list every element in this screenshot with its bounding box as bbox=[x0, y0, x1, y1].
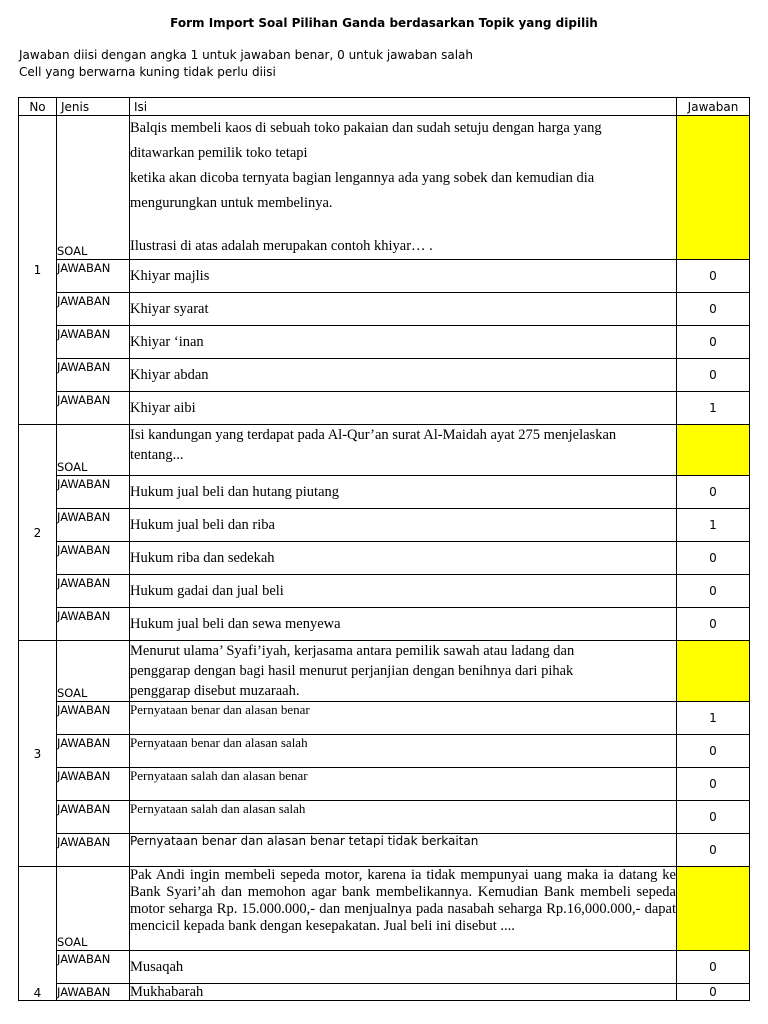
answer-text[interactable]: Khiyar aibi bbox=[130, 392, 677, 425]
jenis-cell[interactable]: JAWABAN bbox=[57, 702, 130, 735]
table-row bbox=[19, 542, 750, 575]
table-row bbox=[19, 116, 750, 260]
table-row bbox=[19, 735, 750, 768]
soal-line: Balqis membeli kaos di sebuah toko pakaian dan sudah setuju dengan harga yang bbox=[130, 120, 602, 136]
answer-text[interactable]: Khiyar majlis bbox=[130, 260, 677, 293]
jenis-cell[interactable]: JAWABAN bbox=[57, 834, 130, 867]
table-row bbox=[19, 293, 750, 326]
soal-cell[interactable] bbox=[130, 116, 677, 260]
jenis-cell[interactable]: SOAL bbox=[57, 116, 130, 260]
soal-cell[interactable]: Pak Andi ingin membeli sepeda motor, karena ia tidak mempunyai uang maka ia datang ke Bank Syari’ah dan memohon agar bank membelikannya. Kemudian Bank membeli sepeda motor seharga Rp. 15.000.000,- dan menjualnya pada nasabah seharga Rp.16,000.000,- dapat mencicil kepada bank dengan kesepakatan. Jual beli ini disebut .... bbox=[130, 867, 677, 951]
table-row bbox=[19, 951, 750, 984]
jenis-cell[interactable]: JAWABAN bbox=[57, 326, 130, 359]
jenis-cell[interactable]: JAWABAN bbox=[57, 476, 130, 509]
answer-value[interactable]: 1 bbox=[677, 509, 750, 542]
table-row bbox=[19, 702, 750, 735]
table-row bbox=[19, 984, 750, 1001]
jenis-cell[interactable]: JAWABAN bbox=[57, 392, 130, 425]
question-table bbox=[18, 97, 750, 1001]
answer-value[interactable]: 0 bbox=[677, 768, 750, 801]
instruction-line: Jawaban diisi dengan angka 1 untuk jawaban benar, 0 untuk jawaban salah bbox=[19, 48, 473, 62]
table-row bbox=[19, 476, 750, 509]
jenis-cell[interactable]: SOAL bbox=[57, 867, 130, 951]
soal-line: penggarap dengan bagi hasil menurut perjanjian dengan benihnya dari pihak bbox=[130, 663, 574, 679]
table-row bbox=[19, 326, 750, 359]
soal-line: Menurut ulama’ Syafi’iyah, kerjasama antara pemilik sawah atau ladang dan bbox=[130, 643, 575, 659]
answer-text[interactable]: Pernyataan benar dan alasan benar bbox=[130, 702, 677, 735]
jenis-cell[interactable]: JAWABAN bbox=[57, 359, 130, 392]
jenis-cell[interactable]: JAWABAN bbox=[57, 801, 130, 834]
question-number: 4 bbox=[19, 867, 57, 1001]
jawaban-cell-disabled bbox=[677, 641, 750, 702]
jenis-cell[interactable]: JAWABAN bbox=[57, 575, 130, 608]
answer-value[interactable]: 0 bbox=[677, 293, 750, 326]
answer-text[interactable]: Hukum jual beli dan hutang piutang bbox=[130, 476, 677, 509]
answer-value[interactable]: 0 bbox=[677, 984, 750, 1001]
header-isi: Isi bbox=[130, 98, 677, 116]
soal-cell[interactable] bbox=[130, 425, 677, 476]
answer-text[interactable]: Hukum jual beli dan riba bbox=[130, 509, 677, 542]
jenis-cell[interactable]: SOAL bbox=[57, 425, 130, 476]
answer-value[interactable]: 0 bbox=[677, 476, 750, 509]
document-title: Form Import Soal Pilihan Ganda berdasarkan Topik yang dipilih bbox=[170, 16, 598, 30]
soal-line: ditawarkan pemilik toko tetapi bbox=[130, 145, 308, 161]
answer-value[interactable]: 0 bbox=[677, 801, 750, 834]
question-number: 2 bbox=[19, 425, 57, 641]
answer-value[interactable]: 1 bbox=[677, 392, 750, 425]
answer-value[interactable]: 0 bbox=[677, 834, 750, 867]
soal-line: mengurungkan untuk membelinya. bbox=[130, 195, 333, 211]
header-jawaban: Jawaban bbox=[677, 98, 750, 116]
table-row bbox=[19, 359, 750, 392]
table-row bbox=[19, 801, 750, 834]
jenis-cell[interactable]: JAWABAN bbox=[57, 768, 130, 801]
answer-value[interactable]: 1 bbox=[677, 702, 750, 735]
table-row bbox=[19, 575, 750, 608]
answer-text[interactable]: Khiyar ‘inan bbox=[130, 326, 677, 359]
table-row bbox=[19, 260, 750, 293]
jawaban-cell-disabled bbox=[677, 425, 750, 476]
question-number: 3 bbox=[19, 641, 57, 867]
answer-value[interactable]: 0 bbox=[677, 542, 750, 575]
answer-value[interactable]: 0 bbox=[677, 359, 750, 392]
jenis-cell[interactable]: JAWABAN bbox=[57, 984, 130, 1001]
answer-value[interactable]: 0 bbox=[677, 951, 750, 984]
header-no: No bbox=[19, 98, 57, 116]
jawaban-cell-disabled bbox=[677, 116, 750, 260]
answer-value[interactable]: 0 bbox=[677, 735, 750, 768]
soal-line: ketika akan dicoba ternyata bagian lengannya ada yang sobek dan kemudian dia bbox=[130, 170, 595, 186]
soal-line: penggarap disebut muzaraah. bbox=[130, 683, 300, 699]
soal-line: tentang... bbox=[130, 447, 184, 463]
answer-text[interactable]: Pernyataan salah dan alasan benar bbox=[130, 768, 677, 801]
answer-text[interactable]: Khiyar abdan bbox=[130, 359, 677, 392]
answer-text[interactable]: Hukum riba dan sedekah bbox=[130, 542, 677, 575]
answer-text[interactable]: Mukhabarah bbox=[130, 984, 677, 1001]
table-row bbox=[19, 509, 750, 542]
answer-value[interactable]: 0 bbox=[677, 575, 750, 608]
answer-text[interactable]: Musaqah bbox=[130, 951, 677, 984]
answer-text[interactable]: Pernyataan benar dan alasan salah bbox=[130, 735, 677, 768]
table-row bbox=[19, 608, 750, 641]
soal-cell[interactable] bbox=[130, 641, 677, 702]
table-row bbox=[19, 641, 750, 702]
jawaban-cell-disabled bbox=[677, 867, 750, 951]
table-row bbox=[19, 768, 750, 801]
jenis-cell[interactable]: JAWABAN bbox=[57, 293, 130, 326]
table-row bbox=[19, 392, 750, 425]
jenis-cell[interactable]: JAWABAN bbox=[57, 542, 130, 575]
soal-line: Ilustrasi di atas adalah merupakan contoh khiyar… . bbox=[130, 238, 433, 254]
soal-line: Isi kandungan yang terdapat pada Al-Qur’an surat Al-Maidah ayat 275 menjelaskan bbox=[130, 427, 617, 443]
answer-text[interactable]: Hukum jual beli dan sewa menyewa bbox=[130, 608, 677, 641]
answer-text[interactable]: Khiyar syarat bbox=[130, 293, 677, 326]
jenis-cell[interactable]: JAWABAN bbox=[57, 509, 130, 542]
table-header-row bbox=[19, 98, 750, 116]
question-number: 1 bbox=[19, 116, 57, 425]
answer-value[interactable]: 0 bbox=[677, 260, 750, 293]
answer-value[interactable]: 0 bbox=[677, 608, 750, 641]
jenis-cell[interactable]: JAWABAN bbox=[57, 608, 130, 641]
instruction-line: Cell yang berwarna kuning tidak perlu diisi bbox=[19, 65, 276, 79]
answer-text[interactable]: Pernyataan benar dan alasan benar tetapi tidak berkaitan bbox=[130, 834, 677, 867]
answer-text[interactable]: Hukum gadai dan jual beli bbox=[130, 575, 677, 608]
jenis-cell[interactable]: SOAL bbox=[57, 641, 130, 702]
header-jenis: Jenis bbox=[57, 98, 130, 116]
table-row bbox=[19, 834, 750, 867]
table-row bbox=[19, 867, 750, 951]
answer-value[interactable]: 0 bbox=[677, 326, 750, 359]
table-row bbox=[19, 425, 750, 476]
jenis-cell[interactable]: JAWABAN bbox=[57, 951, 130, 984]
jenis-cell[interactable]: JAWABAN bbox=[57, 260, 130, 293]
jenis-cell[interactable]: JAWABAN bbox=[57, 735, 130, 768]
answer-text[interactable]: Pernyataan salah dan alasan salah bbox=[130, 801, 677, 834]
